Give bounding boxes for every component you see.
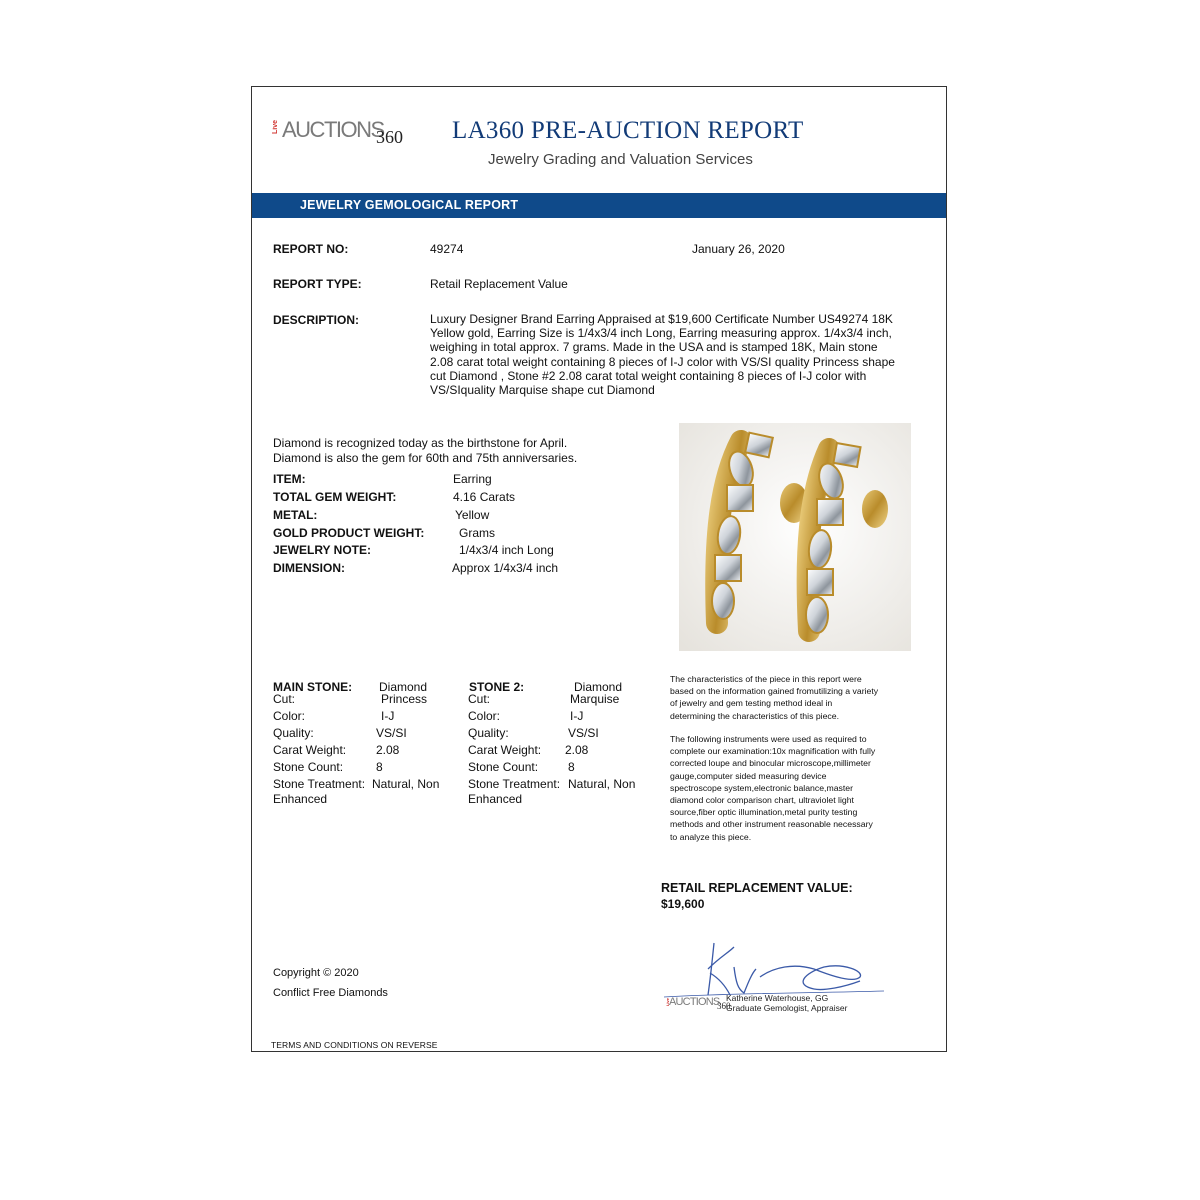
stone2-name: Diamond — [574, 680, 623, 694]
main-stone-count-label: Stone Count: — [273, 760, 344, 774]
appraiser-title: Graduate Gemologist, Appraiser — [726, 1002, 848, 1013]
main-stone-carat-label: Carat Weight: — [273, 743, 347, 757]
main-stone-cut-label: Cut: — [273, 692, 296, 706]
description-label: DESCRIPTION: — [273, 313, 360, 327]
birthstone-line-1: Diamond is recognized today as the birthstone for April. — [273, 436, 568, 450]
conflict-free-text: Conflict Free Diamonds — [273, 987, 388, 999]
earring-photo — [679, 423, 911, 651]
stone2-carat: 2.08 — [565, 743, 589, 757]
stone2-treatment-label: Stone Treatment: — [468, 777, 561, 791]
main-stone-cut: Princess — [381, 692, 428, 706]
spec-value-total-gem-weight: 4.16 Carats — [453, 490, 516, 504]
report-title: LA360 PRE-AUCTION REPORT — [452, 117, 804, 144]
main-stone-count: 8 — [376, 760, 383, 774]
stone2-color: I-J — [570, 709, 584, 723]
hoop-earrings-image — [679, 423, 911, 651]
instruments-note: The following instruments were used as required to complete our examination:10x magnification with fully corrected loupe and binocular microscope,millimeter gauge,computer sided measuring device spectroscope system,electronic balance,master diamond color comparison chart, ultraviolet light source,fiber optic illumination,metal purity testing methods and other instrument reasonable necessary to analyze this piece. — [670, 734, 876, 842]
main-stone-title: MAIN STONE: — [273, 680, 353, 694]
report-subtitle: Jewelry Grading and Valuation Services — [488, 151, 753, 168]
main-stone-treatment-label: Stone Treatment: — [273, 777, 366, 791]
stone2-color-label: Color: — [468, 709, 501, 723]
copyright-text: Copyright © 2020 — [273, 967, 359, 979]
retail-value-label: RETAIL REPLACEMENT VALUE: — [661, 881, 853, 895]
auctions360-logo: Live AUCTIONS 360 — [272, 117, 403, 147]
main-stone-treatment-2: Enhanced — [273, 792, 328, 806]
spec-value-jewelry-note: 1/4x3/4 inch Long — [459, 543, 554, 557]
retail-value-amount: $19,600 — [661, 897, 705, 911]
appraiser-name: Katherine Waterhouse, GG — [726, 993, 829, 1003]
spec-label-item: ITEM: — [273, 472, 306, 486]
stone2-count: 8 — [568, 760, 575, 774]
main-stone-color: I-J — [381, 709, 395, 723]
report-no-label: REPORT NO: — [273, 242, 349, 256]
stone2-treatment-2: Enhanced — [468, 792, 523, 806]
report-type-label: REPORT TYPE: — [273, 277, 362, 291]
appraiser-auctions360-logo: Live AUCTIONS 360 — [665, 996, 731, 1011]
report-no-value: 49274 — [430, 242, 464, 256]
birthstone-line-2: Diamond is also the gem for 60th and 75th anniversaries. — [273, 450, 578, 465]
main-stone-treatment: Natural, Non — [372, 777, 440, 791]
spec-value-item: Earring — [453, 472, 492, 486]
report-date: January 26, 2020 — [692, 242, 785, 256]
birthstone-note — [273, 436, 577, 465]
spec-value-gold-weight: Grams — [459, 526, 495, 540]
section-bar: JEWELRY GEMOLOGICAL REPORT — [252, 193, 946, 218]
spec-value-dimension: Approx 1/4x3/4 inch — [452, 561, 559, 575]
stone2-quality-label: Quality: — [468, 726, 509, 740]
terms-link[interactable]: TERMS AND CONDITIONS ON REVERSE — [271, 1040, 438, 1050]
stone2-title: STONE 2: — [469, 680, 525, 694]
main-stone-quality-label: Quality: — [273, 726, 314, 740]
report-type-value: Retail Replacement Value — [430, 277, 568, 291]
spec-label-total-gem-weight: TOTAL GEM WEIGHT: — [273, 490, 397, 504]
main-stone-name: Diamond — [379, 680, 428, 694]
characteristics-note: The characteristics of the piece in this report were based on the information gained fromutilizing a variety of jewelry and gem testing method ideal in determining the characteristics of this piece. — [670, 674, 879, 721]
main-stone-color-label: Color: — [273, 709, 306, 723]
stone2-quality: VS/SI — [568, 726, 599, 740]
main-stone-carat: 2.08 — [376, 743, 400, 757]
stone2-cut-label: Cut: — [468, 692, 491, 706]
spec-label-jewelry-note: JEWELRY NOTE: — [273, 543, 372, 557]
stone2-cut: Marquise — [570, 692, 620, 706]
appraiser-credentials — [726, 994, 847, 1013]
stone2-carat-label: Carat Weight: — [468, 743, 542, 757]
spec-label-metal: METAL: — [273, 508, 318, 522]
spec-label-gold-weight: GOLD PRODUCT WEIGHT: — [273, 526, 425, 540]
spec-label-dimension: DIMENSION: — [273, 561, 345, 575]
appraisal-report — [251, 86, 947, 1052]
main-stone-quality: VS/SI — [376, 726, 407, 740]
stone2-count-label: Stone Count: — [468, 760, 539, 774]
description-text: Luxury Designer Brand Earring Appraised at $19,600 Certificate Number US49274 18K Yellow gold, Earring Size is 1/4x3/4 inch Long, Earring measuring approx. 1/4x3/4 inch, weighing in total approx. 7 grams. Made in the USA and is stamped 18K, Main stone 2.08 carat total weight containing 8 pieces of I-J color with VS/SI quality Princess shape cut Diamond , Stone #2 2.08 carat total weight containing 8 pieces of I-J color with VS/SIquality Marquise shape cut Diamond — [430, 312, 895, 398]
stone2-treatment: Natural, Non — [568, 777, 636, 791]
spec-value-metal: Yellow — [455, 508, 490, 522]
